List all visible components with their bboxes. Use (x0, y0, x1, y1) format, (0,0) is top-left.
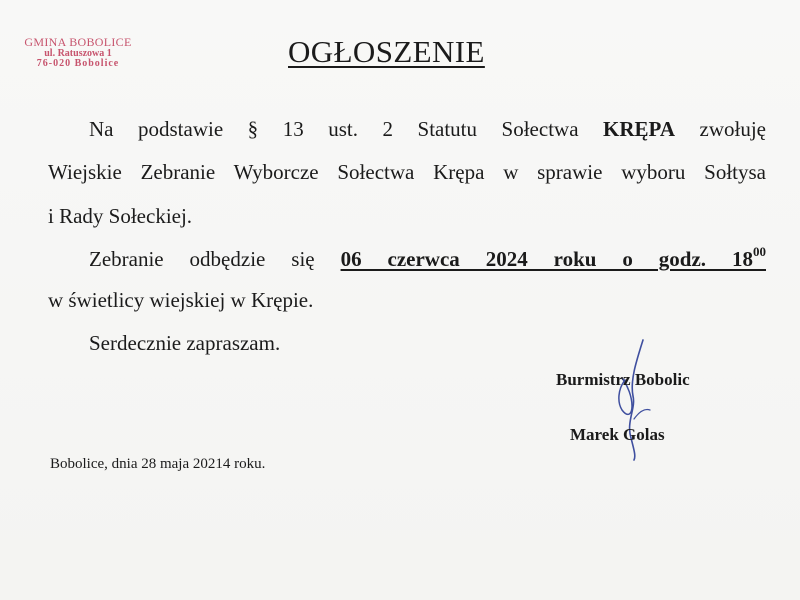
paragraph-1-line-1 (48, 116, 766, 143)
meeting-intro: Zebranie odbędzie się (89, 247, 341, 271)
paragraph-2-line-2: w świetlicy wiejskiej w Krępie. (48, 288, 314, 312)
signatory-name: Marek Golas (570, 425, 665, 444)
meeting-date-time (340, 244, 766, 271)
office-stamp (20, 36, 136, 70)
meeting-date-text: 06 czerwca 2024 roku o godz. 18 (340, 247, 753, 271)
paragraph-2-line-1 (48, 244, 766, 273)
closing-sentence: Serdecznie zapraszam. (89, 331, 281, 355)
paragraph-1-line-2: Wiejskie Zebranie Wyborcze Sołectwa Krępa w sprawie wyboru Sołtysa (48, 160, 766, 184)
stamp-line-2: ul. Ratuszowa 1 (44, 47, 112, 59)
document-title: OGŁOSZENIE (288, 34, 485, 69)
signatory-title: Burmistrz Bobolic (556, 370, 690, 389)
stamp-line-1: GMINA BOBOLICE (24, 35, 132, 49)
stamp-line-3: 76-020 Bobolice (36, 58, 120, 70)
paragraph-1-text-start: Na podstawie § 13 ust. 2 Statutu Sołectwa (89, 117, 604, 141)
village-name: KRĘPA (603, 117, 675, 141)
paragraph-1-line-3: i Rady Sołeckiej. (48, 204, 193, 228)
paragraph-1-text-end: zwołuję (675, 117, 766, 141)
document-date: Bobolice, dnia 28 maja 20214 roku. (50, 456, 266, 472)
meeting-time-minutes: 00 (753, 244, 766, 259)
